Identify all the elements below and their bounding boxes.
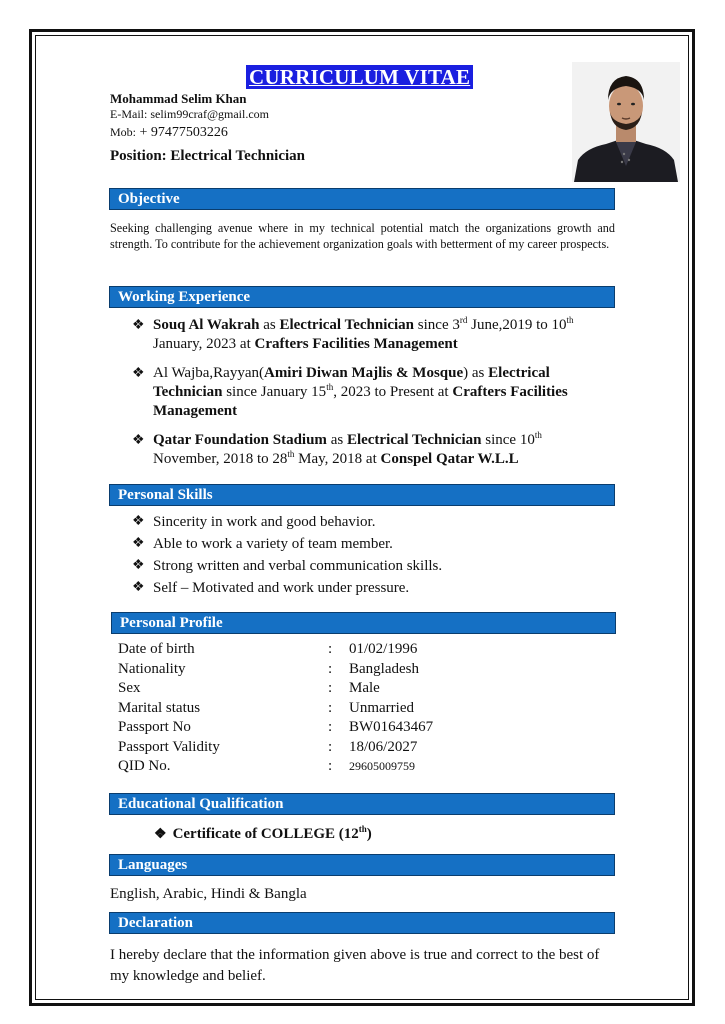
profile-value: 29605009759	[349, 759, 415, 773]
applicant-name: Mohammad Selim Khan	[110, 91, 247, 106]
bullet-icon: ❖	[132, 433, 145, 448]
profile-key: Passport Validity	[118, 738, 220, 755]
document-title: CURRICULUM VITAE	[246, 65, 473, 89]
colon-separator: :	[328, 660, 333, 677]
bullet-icon: ❖	[132, 536, 145, 551]
section-education-header: Educational Qualification	[109, 793, 615, 815]
company: Conspel Qatar W.L.L	[380, 451, 519, 467]
section-skills-header: Personal Skills	[109, 484, 615, 506]
colon-separator: :	[328, 758, 333, 774]
profile-value: 01/02/1996	[349, 641, 418, 657]
ordinal-suffix: th	[287, 449, 295, 459]
text-part: , 2023 to Present at	[333, 384, 453, 400]
profile-value: BW01643467	[349, 719, 434, 735]
text-part: as	[326, 432, 347, 448]
section-experience-header: Working Experience	[109, 286, 615, 308]
text-part: ) as	[463, 365, 489, 381]
education-item	[154, 826, 372, 843]
skill-text: Able to work a variety of team member.	[153, 536, 393, 552]
employer: Amiri Diwan Majlis & Mosque	[263, 365, 464, 381]
portrait-illustration	[572, 62, 680, 182]
experience-item	[132, 431, 612, 469]
experience-list	[132, 316, 612, 479]
experience-item	[132, 364, 612, 421]
declaration-text: I hereby declare that the information given above is true and correct to the best of my knowledge and belief.	[110, 947, 600, 984]
section-objective-header: Objective	[109, 188, 615, 210]
bullet-icon: ❖	[132, 580, 145, 595]
experience-item	[132, 316, 612, 354]
company: Crafters Facilities Management	[254, 336, 458, 352]
text-part: )	[366, 826, 372, 842]
colon-separator: :	[328, 719, 333, 735]
position-line: Position: Electrical Technician	[110, 148, 305, 164]
ordinal-suffix: rd	[459, 315, 468, 325]
text-part: since 3	[414, 317, 460, 333]
text-part: Al Wajba,Rayyan(	[153, 365, 264, 381]
employer: Souq Al Wakrah	[153, 317, 260, 333]
profile-key: Marital status	[118, 699, 201, 716]
colon-separator: :	[328, 680, 333, 696]
bullet-icon: ❖	[132, 558, 145, 573]
skill-text: Strong written and verbal communication skills.	[153, 558, 443, 574]
colon-separator: :	[328, 699, 333, 716]
profile-key: QID No.	[118, 758, 171, 774]
bullet-icon: ❖	[132, 514, 145, 529]
bullet-icon: ❖	[132, 366, 145, 381]
text-part: May, 2018 at	[294, 451, 381, 467]
company: Crafters Facilities Management	[153, 384, 568, 419]
email-line: E-Mail: selim99craf@gmail.com	[110, 107, 270, 121]
text-part: November, 2018 to 28	[153, 451, 288, 467]
skill-text: Self – Motivated and work under pressure.	[153, 580, 410, 596]
bullet-icon: ❖	[154, 827, 167, 842]
ordinal-suffix: th	[534, 430, 542, 440]
ordinal-suffix: th	[566, 315, 574, 325]
section-profile-header: Personal Profile	[111, 612, 616, 634]
skills-list	[132, 511, 442, 599]
skill-item	[132, 511, 442, 533]
job-title: Electrical Technician	[279, 317, 415, 333]
profile-photo	[572, 62, 680, 182]
ordinal-suffix: th	[326, 382, 334, 392]
objective-text: Seeking challenging avenue where in my technical potential match the organizations growth and strength. To contribute for the achievement organization goals with betterment of my career prospects.	[110, 221, 615, 251]
mobile-label: Mob:	[110, 125, 137, 139]
bullet-icon: ❖	[132, 318, 145, 333]
profile-key: Date of birth	[118, 641, 195, 657]
colon-separator: :	[328, 738, 333, 755]
profile-key: Sex	[118, 680, 141, 696]
employer: Qatar Foundation Stadium	[153, 432, 327, 448]
profile-key: Nationality	[118, 660, 186, 677]
text-part: January, 2023 at	[153, 336, 255, 352]
colon-separator: :	[328, 641, 333, 657]
profile-value: Male	[349, 680, 380, 696]
section-declaration-header: Declaration	[109, 912, 615, 934]
text-part: June,2019 to 10	[467, 317, 567, 333]
text-part: as	[259, 317, 280, 333]
skill-text: Sincerity in work and good behavior.	[153, 514, 376, 530]
skill-item	[132, 577, 442, 599]
job-title: Electrical Technician	[346, 432, 482, 448]
mobile-number: + 97477503226	[136, 125, 228, 140]
mobile-line	[110, 125, 228, 141]
profile-value: Bangladesh	[349, 660, 419, 677]
profile-value: Unmarried	[349, 699, 414, 716]
ordinal-suffix: th	[358, 824, 367, 834]
job-title: Electrical Technician	[153, 365, 550, 400]
text-part: since January 15	[222, 384, 327, 400]
skill-item	[132, 533, 442, 555]
skill-item	[132, 555, 442, 577]
profile-value: 18/06/2027	[349, 738, 418, 755]
education-text: Certificate of COLLEGE (12	[172, 826, 359, 842]
profile-key: Passport No	[118, 719, 191, 735]
text-part: since 10	[481, 432, 535, 448]
languages-text: English, Arabic, Hindi & Bangla	[110, 886, 307, 902]
section-languages-header: Languages	[109, 854, 615, 876]
